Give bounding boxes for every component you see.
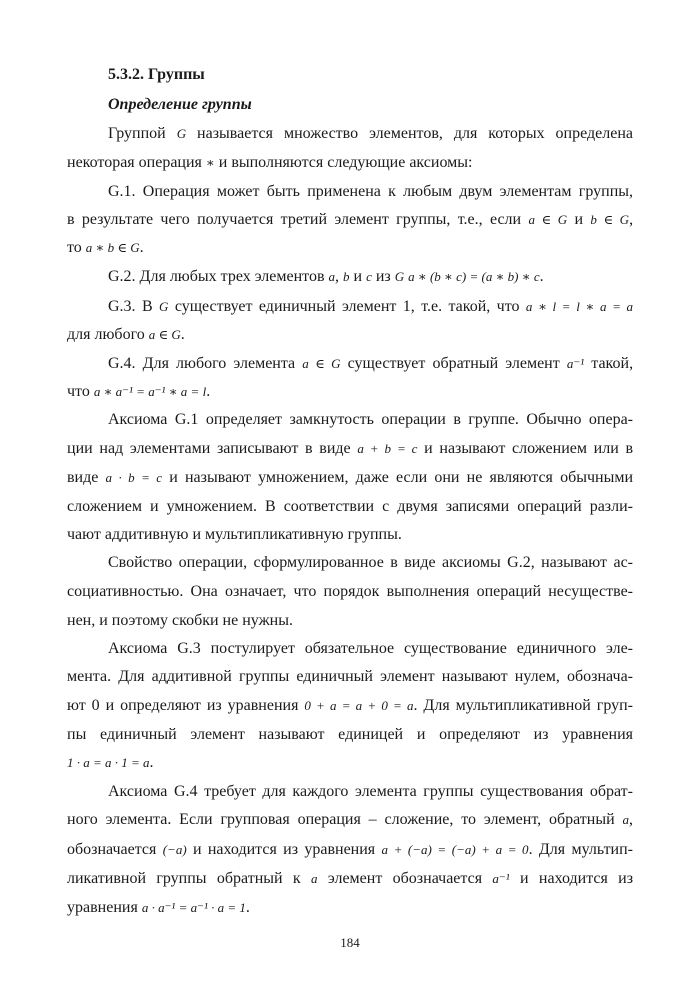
- text-line: пы единичный элемент называют единицей и определяют из уравнения: [67, 726, 633, 743]
- text-line: чают аддитивную и мультипликативную группы.: [67, 526, 402, 543]
- text-line: обозначается (−a) и находится из уравнения a + (−a) = (−a) + a = 0. Для мультип-: [67, 841, 634, 858]
- text-line: G.4. Для любого элемента a ∈ G существует обратный элемент a⁻¹ такой,: [108, 355, 634, 372]
- text-line: для любого a ∈ G.: [67, 326, 185, 343]
- text-line: Аксиома G.1 определяет замкнутость операции в группе. Обычно опера-: [108, 411, 633, 428]
- text-line: мента. Для аддитивной группы единичный элемент называют нулем, обознача-: [67, 668, 633, 685]
- text-line: G.1. Операция может быть применена к любым двум элементам группы,: [108, 183, 633, 200]
- text-line: нен, и поэтому скобки не нужны.: [67, 612, 293, 629]
- text-line: ликативной группы обратный к a элемент обозначается a⁻¹ и находится из: [67, 870, 634, 887]
- text-line: некоторая операция ∗ и выполняются следующие аксиомы:: [67, 154, 473, 171]
- text-line: что a ∗ a⁻¹ = a⁻¹ ∗ a = l.: [67, 383, 211, 400]
- text-line: G.3. В G существует единичный элемент 1, т.е. такой, что a ∗ l = l ∗ a = a: [108, 298, 634, 315]
- text-line: 1 · a = a · 1 = a.: [67, 754, 154, 771]
- text-line: ного элемента. Если групповая операция – сложение, то элемент, обратный a,: [67, 811, 634, 828]
- text-line: Аксиома G.3 постулирует обязательное существование единичного эле-: [108, 640, 633, 657]
- text-line: Группой G называется множество элементов, для которых определена: [108, 125, 633, 142]
- text-line: сложением и умножением. В соответствии с двумя записями операций разли-: [67, 498, 633, 515]
- text-line: Аксиома G.4 требует для каждого элемента группы существования обрат-: [108, 783, 633, 800]
- text-line: социативностью. Она означает, что порядок выполнения операций несуществе-: [67, 583, 633, 600]
- text-line: Свойство операции, сформулированное в виде аксиомы G.2, называют ас-: [108, 554, 633, 571]
- text-line: ют 0 и определяют из уравнения 0 + a = a + 0 = a. Для мультипликативной груп-: [67, 697, 634, 714]
- section-heading: 5.3.2. Группы: [108, 66, 205, 83]
- text-line: ции над элементами записывают в виде a + b = c и называют сложением или в: [67, 440, 634, 457]
- text-line: то a ∗ b ∈ G.: [67, 239, 144, 256]
- text-line: уравнения a · a⁻¹ = a⁻¹ · a = 1.: [67, 899, 250, 916]
- text-line: виде a · b = c и называют умножением, даже если они не являются обычными: [67, 469, 634, 486]
- subsection-heading: Определение группы: [108, 96, 252, 113]
- text-line: G.2. Для любых трех элементов a, b и c из G a ∗ (b ∗ c) = (a ∗ b) ∗ c.: [108, 268, 544, 285]
- page-number: 184: [340, 935, 360, 950]
- text-line: в результате чего получается третий элемент группы, т.е., если a ∈ G и b ∈ G,: [67, 211, 634, 228]
